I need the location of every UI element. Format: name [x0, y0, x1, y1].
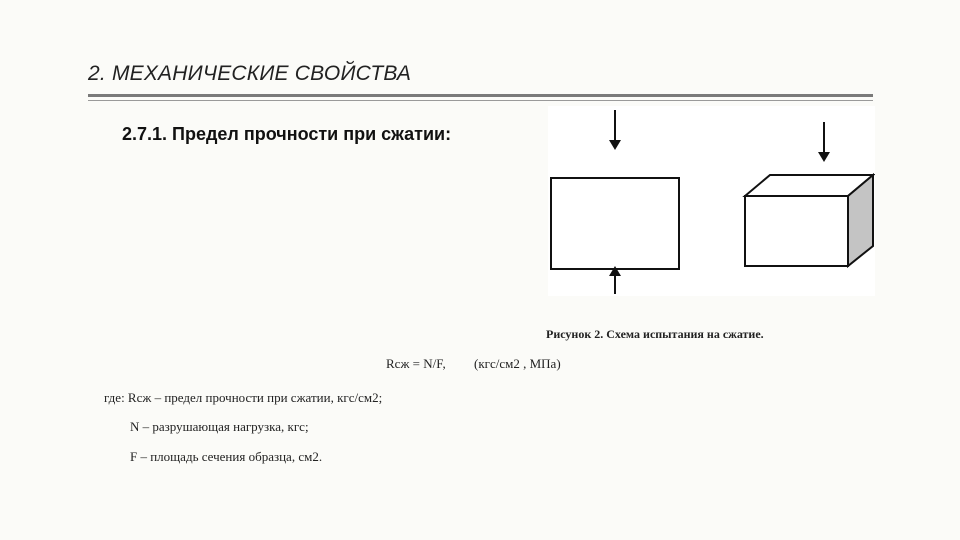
slide-title: 2. МЕХАНИЧЕСКИЕ СВОЙСТВА — [88, 62, 412, 85]
specimen-3d-view — [745, 175, 873, 266]
title-divider-thin — [88, 100, 873, 101]
formula-expression: Rсж = N/F, — [386, 356, 446, 371]
definition-area: F – площадь сечения образца, см2. — [130, 449, 323, 464]
figure-caption: Рисунок 2. Схема испытания на сжатие. — [546, 327, 764, 341]
load-arrow-bottom-left-icon — [609, 266, 621, 294]
load-arrow-top-left-icon — [609, 110, 621, 150]
section-subtitle: 2.7.1. Предел прочности при сжатии: — [122, 124, 452, 144]
definition-strength: где: Rсж – предел прочности при сжатии, кгс/см2; — [104, 390, 383, 405]
load-arrow-top-right-icon — [818, 122, 830, 162]
compression-test-diagram — [548, 106, 875, 296]
specimen-front-view — [551, 178, 679, 269]
title-divider-thick — [88, 94, 873, 97]
formula-units: (кгс/см2 , МПа) — [474, 356, 561, 371]
definition-load: N – разрушающая нагрузка, кгс; — [130, 419, 309, 434]
